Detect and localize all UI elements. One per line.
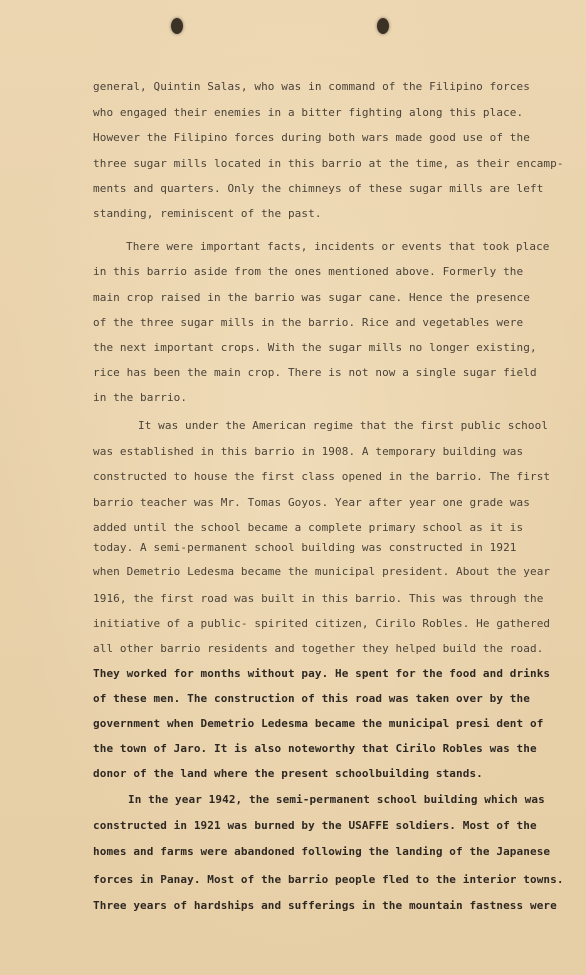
text-line: in this barrio aside from the ones mentioned above. Formerly the [93, 265, 524, 278]
text-line: main crop raised in the barrio was sugar cane. Hence the presence [93, 291, 530, 304]
text-line: initiative of a public- spirited citizen, Cirilo Robles. He gathered [93, 617, 551, 630]
text-line: in the barrio. [93, 391, 188, 404]
text-line: when Demetrio Ledesma became the municipal president. About the year [93, 565, 551, 578]
text-line: was established in this barrio in 1908. A temporary building was [93, 445, 524, 458]
text-line: Three years of hardships and sufferings in the mountain fastness were [93, 899, 557, 912]
text-line: of these men. The construction of this road was taken over by the [93, 692, 530, 705]
text-line: added until the school became a complete primary school as it is [93, 521, 524, 534]
text-line: who engaged their enemies in a bitter fighting along this place. [93, 106, 524, 119]
text-line: all other barrio residents and together they helped build the road. [93, 642, 544, 655]
text-line: general, Quintin Salas, who was in command of the Filipino forces [93, 80, 530, 93]
text-line: In the year 1942, the semi-permanent school building which was [128, 793, 545, 806]
text-line: the next important crops. With the sugar mills no longer existing, [93, 341, 537, 354]
text-line: They worked for months without pay. He spent for the food and drinks [93, 667, 551, 680]
text-line: homes and farms were abandoned following the landing of the Japanese [93, 845, 551, 858]
text-line: constructed in 1921 was burned by the USAFFE soldiers. Most of the [93, 819, 537, 832]
text-line: 1916, the first road was built in this barrio. This was through the [93, 592, 544, 605]
text-line: rice has been the main crop. There is not now a single sugar field [93, 366, 537, 379]
text-line: today. A semi-permanent school building was constructed in 1921 [93, 541, 517, 554]
text-line: It was under the American regime that the first public school [138, 419, 549, 432]
text-line: government when Demetrio Ledesma became the municipal presi dent of [93, 717, 544, 730]
text-line: the town of Jaro. It is also noteworthy that Cirilo Robles was the [93, 742, 537, 755]
text-line: barrio teacher was Mr. Tomas Goyos. Year after year one grade was [93, 496, 530, 509]
text-line: However the Filipino forces during both wars made good use of the [93, 131, 530, 144]
text-line: forces in Panay. Most of the barrio people fled to the interior towns. [93, 873, 564, 886]
text-line: of the three sugar mills in the barrio. Rice and vegetables were [93, 316, 524, 329]
text-line: donor of the land where the present schoolbuilding stands. [93, 767, 483, 780]
text-line: standing, reminiscent of the past. [93, 207, 322, 220]
text-line: There were important facts, incidents or events that took place [126, 240, 550, 253]
text-line: ments and quarters. Only the chimneys of these sugar mills are left [93, 182, 544, 195]
text-line: three sugar mills located in this barrio at the time, as their encamp- [93, 157, 564, 170]
text-line: constructed to house the first class opened in the barrio. The first [93, 470, 551, 483]
